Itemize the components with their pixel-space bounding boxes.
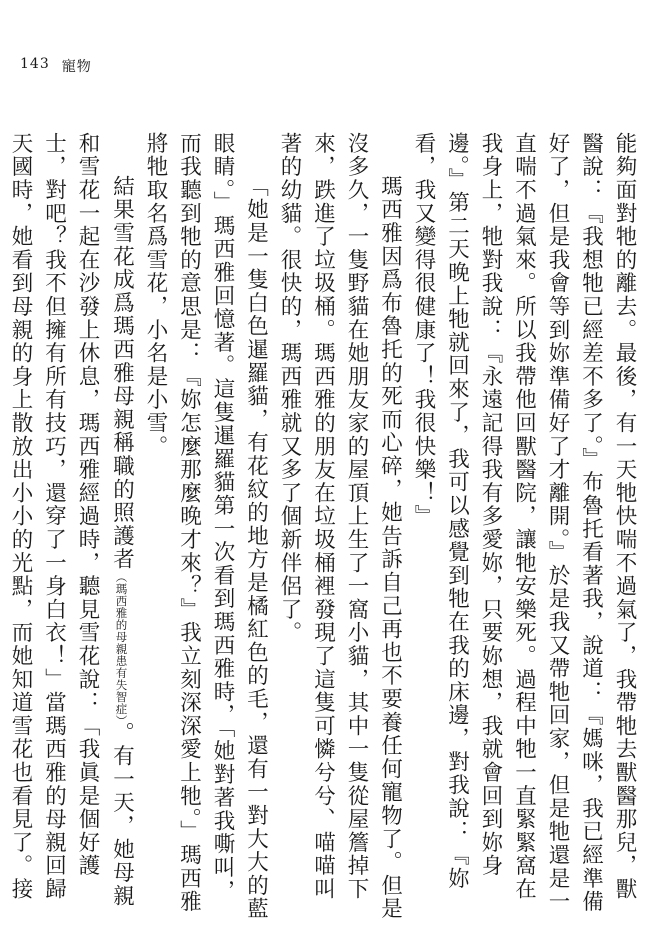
- body-text: [8, 132, 641, 922]
- paragraph-3: 「她是一隻白色暹羅貓，有花紋的地方是橘紅色的毛，還有一對大大的藍眼睛。」瑪西雅回憶著。這隻暹羅貓第一次看到瑪西雅時，「她對著我嘶叫，而我聽到牠的意思是：『妳怎麼那麼晚才來？』我立刻深深愛上牠。」瑪西雅將牠取名爲雪花，小名是小雪。: [143, 132, 269, 921]
- inline-note: （瑪西雅的母親患有失智症）: [114, 571, 129, 722]
- paragraph-2: 瑪西雅因爲布魯托的死而心碎，她告訴自己再也不要養任何寵物了。但是沒多久，一隻野貓在她朋友家的屋頂上生了一窩小貓，其中一隻從屋簷掉下來，跌進了垃圾桶。瑪西雅的朋友在垃圾桶裡發現了這隻可憐兮兮、喵喵叫著的幼貓。很快的，瑪西雅就又多了個新伴侶了。: [277, 132, 403, 921]
- paragraph-1: 能夠面對牠的離去。最後，有一天牠快喘不過氣了，我帶牠去獸醫那兒，獸醫說：『我想牠已經差不多了。』布魯托看著我，說道：『媽咪，我已經準備好了，但是我會等到妳準備好了才離開。』於是我又帶牠回家，但是牠還是一直喘不過氣來。所以我帶他回獸醫院，讓牠安樂死。過程中牠一直緊緊窩在我身上，牠對我說：『永遠記得我有多愛妳，只要妳想，我就會回到妳身邊。』第二天晚上牠就回來了，我可以感覺到牠在我的床邊，對我說：『妳看，我又變得很健康了！我很快樂！』: [411, 132, 637, 914]
- chapter-title: 寵物: [61, 59, 92, 75]
- running-header: [20, 56, 92, 76]
- paragraph-4: [0, 132, 139, 922]
- paragraph-4-text-b: 。有一天，她母親和雪花一起在沙發上休息，瑪西雅經過時，聽見雪花說：「我眞是個好護士，對吧？我不但擁有所有技巧，還穿了一身白衣！」當瑪西雅的母親回歸天國時，她看到母親的身上散放出小小的光點，而她知道雪花也看見了。接: [8, 132, 135, 908]
- paragraph-4-text-a: 結果雪花成爲瑪西雅母親稱職的照護者: [109, 175, 135, 572]
- page-number: 143: [20, 56, 50, 72]
